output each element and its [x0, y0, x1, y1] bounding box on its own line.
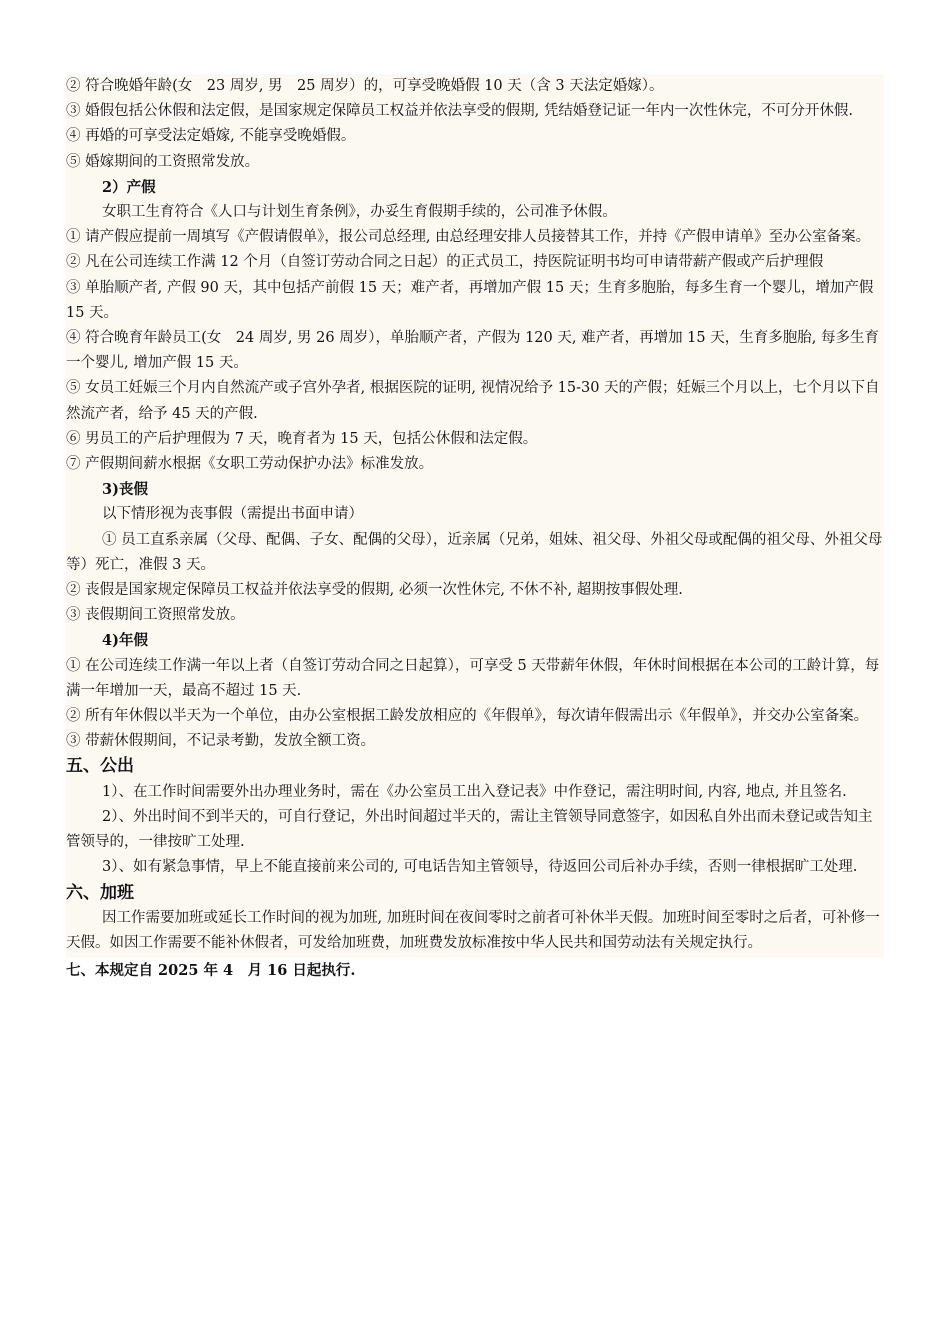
- maternity-item-6: ⑥ 男员工的产后护理假为 7 天，晚育者为 15 天，包括公休假和法定假。: [66, 430, 538, 447]
- annual-item-1: ① 在公司连续工作满一年以上者（自签订劳动合同之日起算），可享受 5 天带薪年休假，年休时间根据在本公司的工龄计算，每满一年增加一天，最高不超过 15 天.: [66, 657, 880, 699]
- annual-item-3: ③ 带薪休假期间，不记录考勤，发放全额工资。: [66, 733, 376, 750]
- marriage-item-3: ③ 婚假包括公休假和法定假，是国家规定保障员工权益并依法享受的假期, 凭结婚登记证一年内一次性休完，不可分开休假.: [66, 103, 853, 120]
- maternity-item-2: ② 凡在公司连续工作满 12 个月（自签订劳动合同之日起）的正式员工，持医院证明书均可申请带薪产假或产后护理假: [66, 254, 824, 271]
- section-5-item-1: 1）、在工作时间需要外出办理业务时，需在《办公室员工出入登记表》中作登记，需注明时间, 内容, 地点, 并且签名.: [102, 783, 847, 800]
- funeral-item-3: ③ 丧假期间工资照常发放。: [66, 607, 245, 624]
- annual-title: 4)年假: [102, 632, 148, 650]
- funeral-item-1: ① 员工直系亲属（父母、配偶、子女、配偶的父母），近亲属（兄弟，姐妹、祖父母、外祖父母或配偶的祖父母、外祖父母等）死亡，准假 3 天。: [66, 531, 883, 573]
- marriage-item-5: ⑤ 婚嫁期间的工资照常发放。: [66, 153, 260, 170]
- document-body: [66, 74, 884, 958]
- funeral-intro: 以下情形视为丧事假（需提出书面申请）: [102, 506, 363, 523]
- maternity-item-5: ⑤ 女员工妊娠三个月内自然流产或子宫外孕者, 根据医院的证明, 视情况给予 15-30 天的产假；妊娠三个月以上，七个月以下自然流产者，给予 45 天的产假.: [66, 380, 880, 422]
- funeral-item-2: ② 丧假是国家规定保障员工权益并依法享受的假期, 必须一次性休完, 不休不补, 超期按事假处理.: [66, 582, 683, 599]
- maternity-item-1: ① 请产假应提前一周填写《产假请假单》，报公司总经理, 由总经理安排人员接替其工作，并持《产假申请单》至办公室备案。: [66, 229, 871, 246]
- section-5-item-2: 2）、外出时间不到半天的，可自行登记，外出时间超过半天的，需让主管领导同意签字，如因私自外出而未登记或告知主管领导的，一律按旷工处理.: [66, 808, 873, 851]
- section-6-text: 因工作需要加班或延长工作时间的视为加班, 加班时间在夜间零时之前者可补休半天假。加班时间至零时之后者，可补修一天假。如因工作需要不能补休假者，可发给加班费，加班费发放标准按中华人民共和国劳动法有关规定执行。: [66, 909, 880, 951]
- annual-item-2: ② 所有年休假以半天为一个单位，由办公室根据工龄发放相应的《年假单》，每次请年假需出示《年假单》，并交办公室备案。: [66, 708, 869, 725]
- maternity-item-3: ③ 单胎顺产者, 产假 90 天，其中包括产前假 15 天；难产者，再增加产假 15 天；生育多胞胎，每多生育一个婴儿，增加产假 15 天。: [66, 279, 874, 321]
- maternity-item-4: ④ 符合晚育年龄员工(女 24 周岁, 男 26 周岁），单胎顺产者，产假为 120 天, 难产者，再增加 15 天，生育多胞胎, 每多生育一个婴儿, 增加产假 15 天。: [66, 330, 879, 372]
- section-5-item-3: 3）、如有紧急事情，早上不能直接前来公司的, 可电话告知主管领导，待返回公司后补办手续，否则一律根据旷工处理.: [102, 859, 858, 876]
- maternity-title: 2）产假: [102, 178, 156, 196]
- section-6-heading: 六、加班: [66, 882, 134, 903]
- section-5-heading: 五、公出: [66, 756, 134, 777]
- maternity-intro: 女职工生育符合《人口与计划生育条例》，办妥生育假期手续的，公司准予休假。: [102, 204, 617, 221]
- marriage-item-2: ② 符合晚婚年龄(女 23 周岁, 男 25 周岁）的，可享受晚婚假 10 天（含 3 天法定婚嫁）。: [66, 78, 664, 94]
- section-7-heading: 七、本规定自 2025 年 4 月 16 日起执行.: [66, 962, 356, 980]
- maternity-item-7: ⑦ 产假期间薪水根据《女职工劳动保护办法》标准发放。: [66, 456, 434, 473]
- marriage-item-4: ④ 再婚的可享受法定婚嫁, 不能享受晚婚假。: [66, 128, 356, 145]
- funeral-title: 3)丧假: [102, 481, 148, 499]
